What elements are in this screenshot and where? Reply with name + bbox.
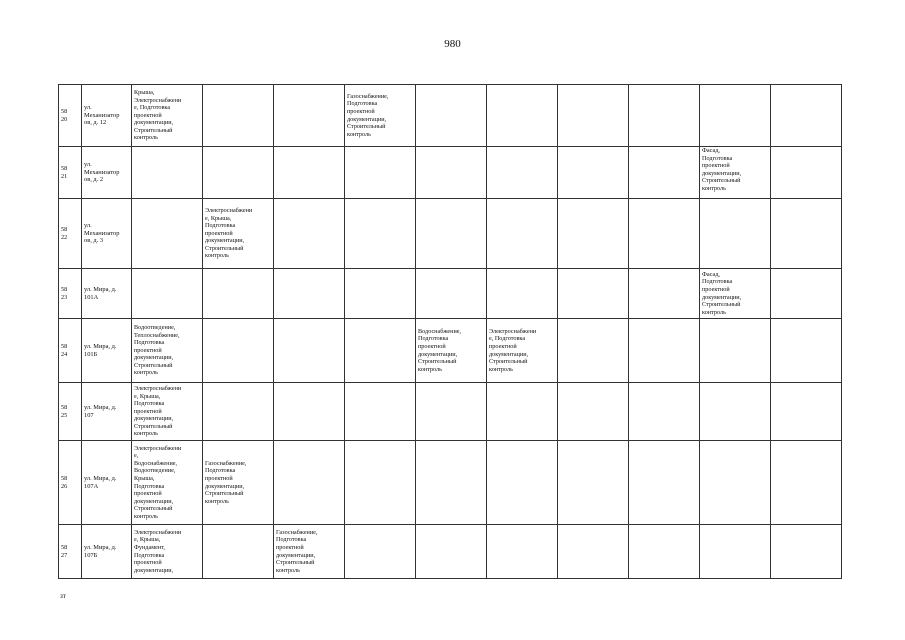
works-cell [700, 199, 771, 269]
works-cell [558, 147, 629, 199]
page-number: 980 [444, 38, 461, 50]
empty-cell [771, 525, 842, 579]
works-cell: Электроснабжени е, Крыша, Подготовка проектной документации, Строительный контроль [132, 383, 203, 441]
works-cell: Водоснабжение, Подготовка проектной документации, Строительный контроль [416, 319, 487, 383]
works-cell [203, 319, 274, 383]
empty-cell [771, 319, 842, 383]
works-cell [345, 383, 416, 441]
works-cell [487, 383, 558, 441]
row-number-cell: 58 20 [59, 85, 82, 147]
address-cell: ул. Механизатор ов, д. 12 [82, 85, 132, 147]
works-cell [345, 199, 416, 269]
works-cell [203, 383, 274, 441]
empty-cell [771, 383, 842, 441]
row-number-cell: 58 21 [59, 147, 82, 199]
table-row [59, 441, 842, 525]
works-cell [558, 525, 629, 579]
footer-mark: зт [60, 592, 66, 600]
works-cell: Газоснабжение, Подготовка проектной документации, Строительный контроль [203, 441, 274, 525]
works-cell [274, 319, 345, 383]
works-cell: Электроснабжени е, Водоснабжение, Водоотведение, Крыша, Подготовка проектной документации, Строительный контроль [132, 441, 203, 525]
works-cell [700, 525, 771, 579]
works-cell [487, 525, 558, 579]
works-cell [345, 269, 416, 319]
works-cell [132, 147, 203, 199]
works-cell [558, 269, 629, 319]
works-cell [487, 441, 558, 525]
works-cell [345, 441, 416, 525]
works-cell: Электроснабжени е, Крыша, Подготовка проектной документации, Строительный контроль [203, 199, 274, 269]
works-cell [629, 199, 700, 269]
works-cell [203, 85, 274, 147]
address-cell: ул. Мира, д. 107 [82, 383, 132, 441]
works-cell [700, 319, 771, 383]
works-cell [487, 85, 558, 147]
works-cell: Крыша, Электроснабжени е, Подготовка проектной документации, Строительный контроль [132, 85, 203, 147]
table-row [59, 525, 842, 579]
works-cell [558, 383, 629, 441]
works-cell [629, 85, 700, 147]
works-cell [416, 147, 487, 199]
works-cell [700, 85, 771, 147]
address-cell: ул. Механизатор ов, д. 2 [82, 147, 132, 199]
works-cell [416, 441, 487, 525]
works-cell: Электроснабжени е, Крыша, Фундамент, Подготовка проектной документации, [132, 525, 203, 579]
row-number-cell: 58 26 [59, 441, 82, 525]
works-cell [416, 525, 487, 579]
works-cell [416, 269, 487, 319]
works-cell [558, 199, 629, 269]
works-cell [203, 269, 274, 319]
works-cell [132, 199, 203, 269]
row-number-cell: 58 27 [59, 525, 82, 579]
works-cell [274, 147, 345, 199]
works-cell: Электроснабжени е, Подготовка проектной документации, Строительный контроль [487, 319, 558, 383]
works-cell [629, 147, 700, 199]
row-number-cell: 58 24 [59, 319, 82, 383]
table-row [59, 269, 842, 319]
address-cell: ул. Мира, д. 107Б [82, 525, 132, 579]
works-cell [487, 147, 558, 199]
works-cell: Газоснабжение, Подготовка проектной документации, Строительный контроль [274, 525, 345, 579]
works-cell [629, 441, 700, 525]
table-row [59, 147, 842, 199]
works-cell [274, 383, 345, 441]
row-number-cell: 58 23 [59, 269, 82, 319]
works-table [58, 84, 842, 579]
works-cell [629, 525, 700, 579]
works-cell [274, 441, 345, 525]
empty-cell [771, 85, 842, 147]
works-cell [416, 383, 487, 441]
empty-cell [771, 441, 842, 525]
works-cell: Фасад, Подготовка проектной документации, Строительный контроль [700, 269, 771, 319]
table-row [59, 199, 842, 269]
works-cell: Газоснабжение, Подготовка проектной документации, Строительный контроль [345, 85, 416, 147]
row-number-cell: 58 22 [59, 199, 82, 269]
works-cell [629, 319, 700, 383]
works-cell [203, 147, 274, 199]
empty-cell [771, 269, 842, 319]
works-cell [558, 319, 629, 383]
table-row [59, 319, 842, 383]
works-cell: Водоотведение, Теплоснабжение, Подготовка проектной документации, Строительный контроль [132, 319, 203, 383]
address-cell: ул. Механизатор ов, д. 3 [82, 199, 132, 269]
works-cell [700, 383, 771, 441]
works-cell [345, 525, 416, 579]
address-cell: ул. Мира, д. 101А [82, 269, 132, 319]
works-cell [345, 147, 416, 199]
works-cell [558, 441, 629, 525]
works-cell [416, 85, 487, 147]
works-cell [487, 199, 558, 269]
works-cell [274, 199, 345, 269]
empty-cell [771, 199, 842, 269]
works-cell [558, 85, 629, 147]
table-row [59, 383, 842, 441]
table-row [59, 85, 842, 147]
works-cell [274, 269, 345, 319]
works-cell [629, 383, 700, 441]
works-cell [416, 199, 487, 269]
works-cell [629, 269, 700, 319]
works-cell [274, 85, 345, 147]
works-cell [345, 319, 416, 383]
address-cell: ул. Мира, д. 101Б [82, 319, 132, 383]
address-cell: ул. Мира, д. 107А [82, 441, 132, 525]
works-cell: Фасад, Подготовка проектной документации, Строительный контроль [700, 147, 771, 199]
works-cell [487, 269, 558, 319]
works-cell [700, 441, 771, 525]
row-number-cell: 58 25 [59, 383, 82, 441]
works-cell [203, 525, 274, 579]
works-cell [132, 269, 203, 319]
empty-cell [771, 147, 842, 199]
